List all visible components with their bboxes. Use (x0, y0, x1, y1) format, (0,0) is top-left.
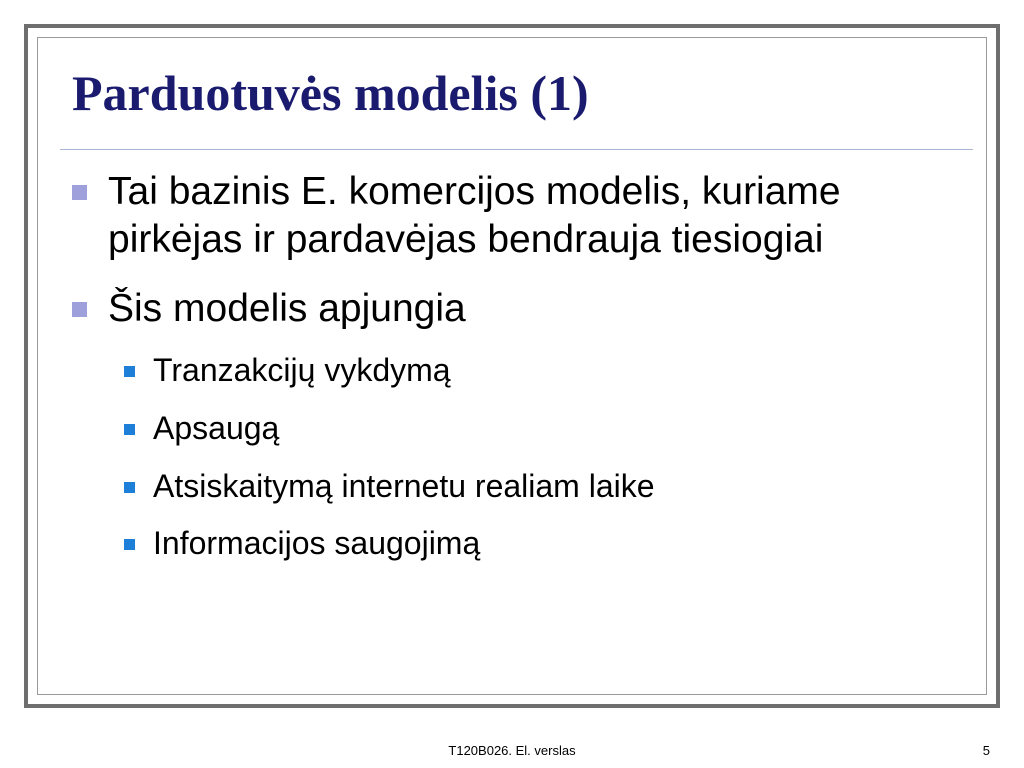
title-divider (60, 149, 973, 150)
square-bullet-icon (124, 482, 135, 493)
square-bullet-icon (124, 539, 135, 550)
sub-bullet-item (124, 408, 944, 448)
sub-bullet-text: Informacijos saugojimą (153, 525, 481, 561)
sub-bullet-text: Apsaugą (153, 410, 280, 446)
bullet-item (72, 285, 952, 333)
square-bullet-icon (124, 424, 135, 435)
page-number: 5 (982, 743, 990, 758)
slide-title: Parduotuvės modelis (1) (72, 65, 589, 121)
bullet-item (72, 168, 952, 264)
bullet-text: Šis modelis apjungia (108, 287, 466, 330)
footer-course-label: T120B026. El. verslas (448, 743, 576, 758)
square-bullet-icon (72, 302, 87, 317)
bullet-text: Tai bazinis E. komercijos modelis, kuriame pirkėjas ir pardavėjas bendrauja tiesiogiai (108, 170, 841, 261)
sub-bullet-item (124, 523, 944, 563)
sub-bullet-item (124, 350, 944, 390)
sub-bullet-text: Tranzakcijų vykdymą (153, 352, 451, 388)
sub-bullet-text: Atsiskaitymą internetu realiam laike (153, 468, 655, 504)
square-bullet-icon (124, 366, 135, 377)
sub-bullet-item (124, 466, 944, 506)
square-bullet-icon (72, 185, 87, 200)
